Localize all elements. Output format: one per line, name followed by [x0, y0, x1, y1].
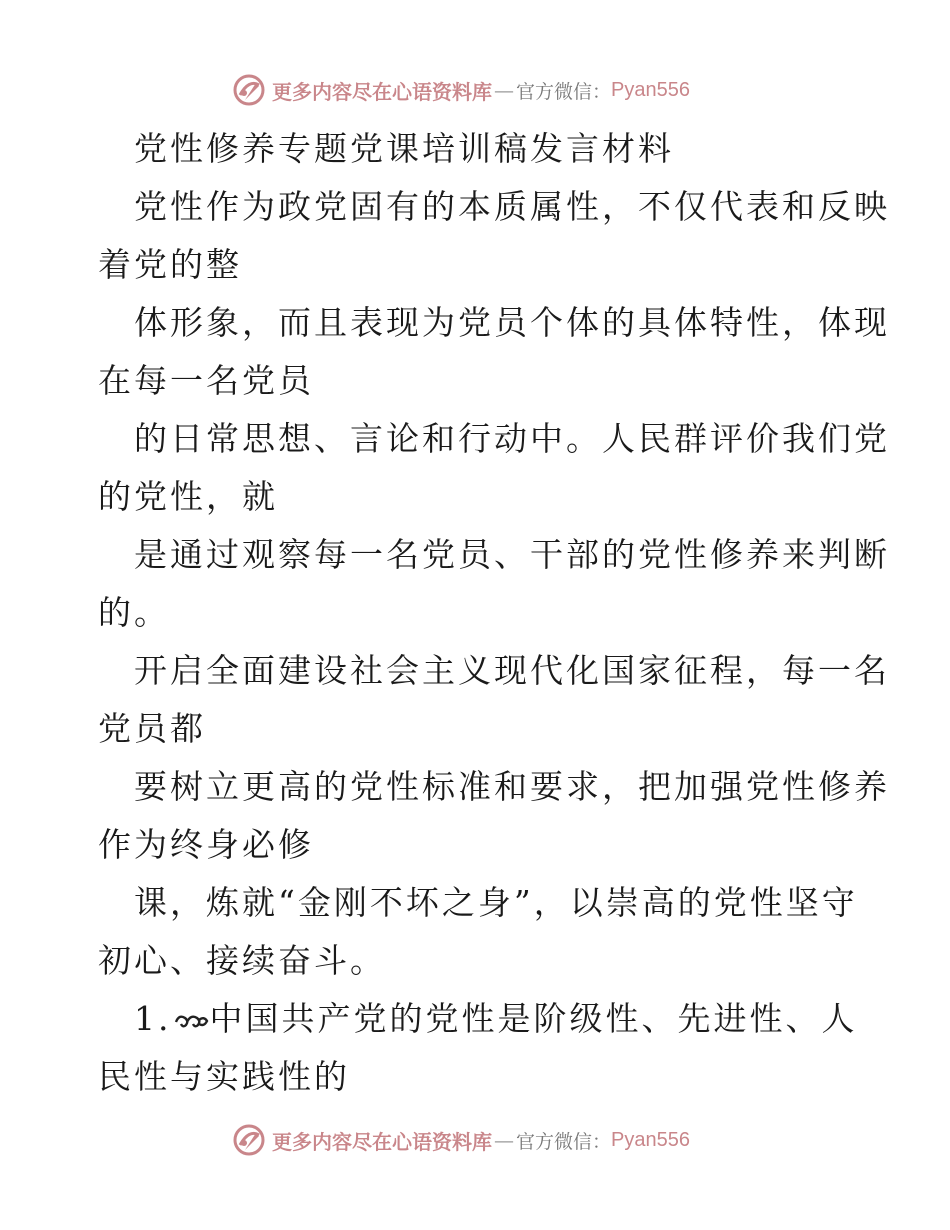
paragraph-line: 体形象，而且表现为党员个体的具体特性，体现 — [134, 303, 890, 342]
banner-main-text: 更多内容尽在心语资料库 — [272, 79, 492, 104]
paragraph-line: 是通过观察每一名党员、干部的党性修养来判断 — [134, 535, 890, 574]
banner-main-text: 更多内容尽在心语资料库 — [272, 1129, 492, 1154]
paragraph-line: 民性与实践性的 — [98, 1057, 350, 1096]
paragraph-line: 在每一名党员 — [98, 361, 314, 400]
paragraph-line: 的日常思想、言论和行动中。人民群评价我们党 — [134, 419, 890, 458]
paragraph-line: 课，炼就“金刚不坏之身”，以崇高的党性坚守 — [134, 883, 858, 922]
banner-wechat-label: 官方微信： — [516, 80, 612, 103]
paragraph-line: 开启全面建设社会主义现代化国家征程，每一名 — [134, 651, 890, 690]
paragraph-line: 初心、接续奋斗。 — [98, 941, 386, 980]
paragraph-line: 党性作为政党固有的本质属性，不仅代表和反映 — [134, 187, 890, 226]
ornament-icon — [173, 1006, 209, 1034]
header-banner — [232, 70, 690, 110]
banner-separator: — — [494, 1128, 514, 1152]
footer-banner — [232, 1120, 690, 1160]
paragraph-line: 作为终身必修 — [98, 825, 314, 864]
paragraph-line: 的党性，就 — [98, 477, 278, 516]
paragraph-line: 党员都 — [98, 709, 206, 748]
paragraph-line: 的。 — [98, 593, 170, 632]
banner-wechat-id: Pyan556 — [611, 78, 690, 101]
brand-logo-icon — [232, 73, 266, 107]
banner-wechat-label: 官方微信： — [516, 1130, 612, 1153]
paragraph-line: 着党的整 — [98, 245, 242, 284]
banner-separator: — — [494, 78, 514, 102]
list-item-text: 中国共产党的党性是阶级性、先进性、人 — [209, 999, 858, 1038]
list-item-1 — [134, 990, 858, 1048]
banner-wechat-id: Pyan556 — [611, 1128, 690, 1151]
list-item-number: 1. — [134, 999, 172, 1038]
brand-logo-icon — [232, 1123, 266, 1157]
paragraph-line: 要树立更高的党性标准和要求，把加强党性修养 — [134, 767, 890, 806]
document-title: 党性修养专题党课培训稿发言材料 — [134, 129, 674, 168]
